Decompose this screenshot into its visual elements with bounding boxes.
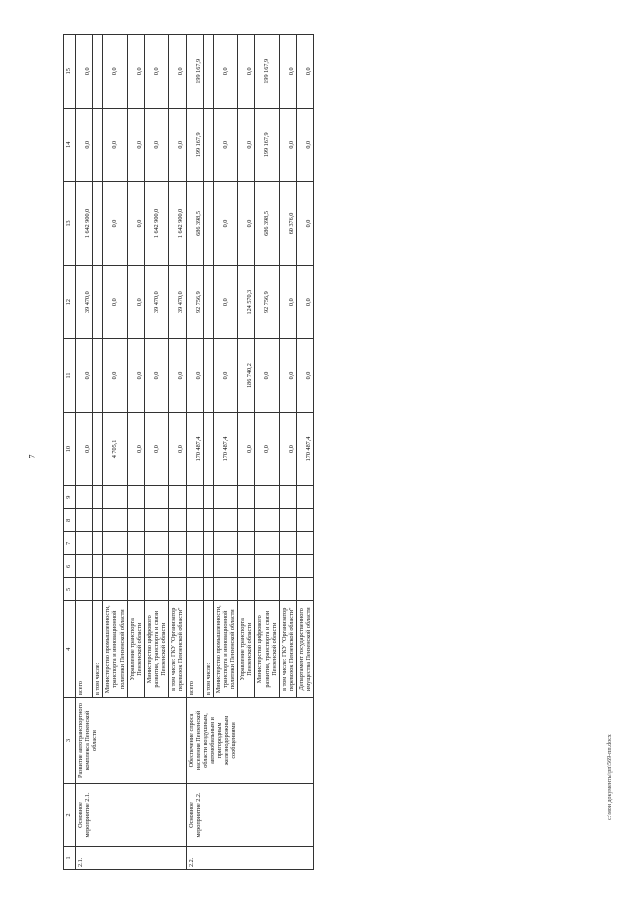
value-cell-col9 (186, 486, 203, 509)
value-cell-col15: 0,0 (127, 35, 144, 109)
value-cell-col10: 0,0 (279, 412, 296, 485)
value-cell-col14: 0,0 (144, 108, 168, 181)
value-cell-col14: 0,0 (213, 108, 237, 181)
value-cell-col8 (255, 509, 279, 532)
recipient-cell: Министерство цифрового развития, транспорта и связи Пензенской области (144, 601, 168, 698)
value-cell-col13: 0,0 (127, 182, 144, 266)
recipient-cell: в том числе: ГКУ "Организатор перевозок Пензенской области" (279, 601, 296, 698)
value-cell-col14: 0,0 (76, 108, 93, 181)
value-cell-col13: 1 642 900,0 (76, 182, 93, 266)
column-header-15: 15 (64, 35, 76, 109)
value-cell-col6 (203, 555, 213, 578)
value-cell-col10: 0,0 (255, 412, 279, 485)
value-cell-col11: 0,0 (297, 339, 314, 412)
column-header-1: 1 (64, 846, 76, 869)
value-cell-col15: 0,0 (297, 35, 314, 109)
value-cell-col9 (103, 486, 127, 509)
value-cell-col14 (93, 108, 103, 181)
table-row (186, 35, 203, 870)
value-cell-col7 (93, 532, 103, 555)
value-cell-col8 (76, 509, 93, 532)
value-cell-col15: 0,0 (103, 35, 127, 109)
value-cell-col14: 0,0 (279, 108, 296, 181)
value-cell-col10: 0,0 (169, 412, 186, 485)
value-cell-col13: 0,0 (103, 182, 127, 266)
value-cell-col15: 199 167,9 (186, 35, 203, 109)
column-header-14: 14 (64, 108, 76, 181)
recipient-cell: всего (76, 601, 93, 698)
row-2_2-col2: Основное мероприятие 2.2. (186, 784, 314, 847)
value-cell-col10: 0,0 (144, 412, 168, 485)
column-header-10: 10 (64, 412, 76, 485)
value-cell-col10 (93, 412, 103, 485)
row-2_2-col3: Обеспечение спроса населения Пензенской области воздушным, автомобильным и пригородным железнодорожным сообщениями (186, 697, 314, 783)
header-row (64, 35, 76, 870)
table-body (76, 35, 314, 870)
value-cell-col9 (238, 486, 255, 509)
value-cell-col11: 0,0 (169, 339, 186, 412)
value-cell-col5 (93, 578, 103, 601)
value-cell-col14: 0,0 (103, 108, 127, 181)
page-number: 7 (27, 454, 37, 459)
value-cell-col14 (203, 108, 213, 181)
value-cell-col11: 0,0 (76, 339, 93, 412)
table-row (76, 35, 93, 870)
value-cell-col5 (255, 578, 279, 601)
recipient-cell: Управление транспорта Пензенской области (127, 601, 144, 698)
recipient-cell: Департамент государственного имущества Пензенской области (297, 601, 314, 698)
value-cell-col5 (297, 578, 314, 601)
column-header-4: 4 (64, 601, 76, 698)
column-header-13: 13 (64, 182, 76, 266)
value-cell-col9 (93, 486, 103, 509)
row-2_1-col2: Основное мероприятие 2.1. (76, 784, 187, 847)
value-cell-col10: 170 487,4 (186, 412, 203, 485)
value-cell-col8 (93, 509, 103, 532)
column-header-7: 7 (64, 532, 76, 555)
value-cell-col12: 0,0 (279, 265, 296, 338)
value-cell-col9 (279, 486, 296, 509)
value-cell-col10: 170 487,4 (213, 412, 237, 485)
value-cell-col14: 0,0 (297, 108, 314, 181)
value-cell-col11: 186 740,2 (238, 339, 255, 412)
value-cell-col15 (203, 35, 213, 109)
value-cell-col6 (169, 555, 186, 578)
value-cell-col11: 0,0 (103, 339, 127, 412)
value-cell-col9 (127, 486, 144, 509)
recipient-cell: Министерство цифрового развития, транспорта и связи Пензенской области (255, 601, 279, 698)
row-2_1-col1: 2.1. (76, 846, 187, 869)
value-cell-col12: 124 570,3 (238, 265, 255, 338)
value-cell-col6 (238, 555, 255, 578)
value-cell-col6 (76, 555, 93, 578)
value-cell-col8 (103, 509, 127, 532)
value-cell-col9 (213, 486, 237, 509)
value-cell-col14: 0,0 (169, 108, 186, 181)
value-cell-col5 (169, 578, 186, 601)
value-cell-col13: 686 398,5 (255, 182, 279, 266)
value-cell-col11: 0,0 (127, 339, 144, 412)
value-cell-col10: 4 705,1 (103, 412, 127, 485)
value-cell-col8 (169, 509, 186, 532)
value-cell-col13: 1 642 900,0 (144, 182, 168, 266)
column-header-8: 8 (64, 509, 76, 532)
value-cell-col5 (76, 578, 93, 601)
value-cell-col11: 0,0 (255, 339, 279, 412)
value-cell-col11: 0,0 (213, 339, 237, 412)
value-cell-col5 (103, 578, 127, 601)
value-cell-col15: 0,0 (213, 35, 237, 109)
recipient-cell: Управление транспорта Пензенской области (238, 601, 255, 698)
recipient-cell: в том числе: ГКУ "Организатор перевозок Пензенской области" (169, 601, 186, 698)
value-cell-col14: 199 167,9 (186, 108, 203, 181)
value-cell-col10: 0,0 (127, 412, 144, 485)
value-cell-col8 (144, 509, 168, 532)
value-cell-col12: 92 756,9 (255, 265, 279, 338)
value-cell-col15: 0,0 (169, 35, 186, 109)
value-cell-col13: 686 398,5 (186, 182, 203, 266)
value-cell-col12: 0,0 (297, 265, 314, 338)
value-cell-col12 (203, 265, 213, 338)
value-cell-col5 (186, 578, 203, 601)
footer-path: c:\мои документы\рп\569-пп.docx (607, 734, 613, 820)
value-cell-col9 (169, 486, 186, 509)
value-cell-col13 (203, 182, 213, 266)
value-cell-col12: 0,0 (103, 265, 127, 338)
value-cell-col15 (93, 35, 103, 109)
value-cell-col15: 0,0 (279, 35, 296, 109)
value-cell-col7 (279, 532, 296, 555)
value-cell-col5 (144, 578, 168, 601)
value-cell-col10 (203, 412, 213, 485)
value-cell-col6 (144, 555, 168, 578)
value-cell-col7 (127, 532, 144, 555)
value-cell-col6 (213, 555, 237, 578)
value-cell-col13 (93, 182, 103, 266)
value-cell-col7 (76, 532, 93, 555)
value-cell-col8 (203, 509, 213, 532)
value-cell-col12 (93, 265, 103, 338)
column-header-3: 3 (64, 697, 76, 783)
value-cell-col15: 0,0 (238, 35, 255, 109)
value-cell-col9 (76, 486, 93, 509)
recipient-cell: всего (186, 601, 203, 698)
column-header-2: 2 (64, 784, 76, 847)
value-cell-col15: 199 167,9 (255, 35, 279, 109)
value-cell-col13: 0,0 (213, 182, 237, 266)
value-cell-col8 (238, 509, 255, 532)
value-cell-col12: 0,0 (213, 265, 237, 338)
recipient-cell: Министерство промышленности, транспорта и инновационной политики Пензенской области (103, 601, 127, 698)
row-2_2-col1: 2.2. (186, 846, 314, 869)
value-cell-col7 (203, 532, 213, 555)
value-cell-col7 (238, 532, 255, 555)
value-cell-col7 (297, 532, 314, 555)
value-cell-col6 (127, 555, 144, 578)
value-cell-col12: 92 756,9 (186, 265, 203, 338)
value-cell-col7 (169, 532, 186, 555)
value-cell-col5 (213, 578, 237, 601)
value-cell-col12: 39 470,0 (76, 265, 93, 338)
value-cell-col7 (103, 532, 127, 555)
recipient-cell: в том числе: (93, 601, 103, 698)
value-cell-col14: 0,0 (238, 108, 255, 181)
value-cell-col11: 0,0 (186, 339, 203, 412)
value-cell-col10: 0,0 (76, 412, 93, 485)
value-cell-col14: 199 167,9 (255, 108, 279, 181)
value-cell-col7 (255, 532, 279, 555)
recipient-cell: в том числе: (203, 601, 213, 698)
value-cell-col12: 39 470,0 (144, 265, 168, 338)
value-cell-col9 (297, 486, 314, 509)
value-cell-col15: 0,0 (76, 35, 93, 109)
value-cell-col13: 60 376,0 (279, 182, 296, 266)
value-cell-col5 (127, 578, 144, 601)
recipient-cell: Министерство промышленности, транспорта и инновационной политики Пензенской области (213, 601, 237, 698)
column-header-12: 12 (64, 265, 76, 338)
value-cell-col7 (144, 532, 168, 555)
value-cell-col7 (213, 532, 237, 555)
value-cell-col7 (186, 532, 203, 555)
value-cell-col5 (238, 578, 255, 601)
column-header-5: 5 (64, 578, 76, 601)
value-cell-col8 (279, 509, 296, 532)
value-cell-col11 (93, 339, 103, 412)
value-cell-col6 (279, 555, 296, 578)
value-cell-col8 (297, 509, 314, 532)
value-cell-col5 (279, 578, 296, 601)
value-cell-col6 (186, 555, 203, 578)
value-cell-col15: 0,0 (144, 35, 168, 109)
value-cell-col9 (255, 486, 279, 509)
value-cell-col11: 0,0 (279, 339, 296, 412)
value-cell-col12: 39 470,0 (169, 265, 186, 338)
column-header-9: 9 (64, 486, 76, 509)
value-cell-col10: 0,0 (238, 412, 255, 485)
value-cell-col8 (213, 509, 237, 532)
value-cell-col6 (255, 555, 279, 578)
value-cell-col13: 1 642 900,0 (169, 182, 186, 266)
column-header-6: 6 (64, 555, 76, 578)
column-header-11: 11 (64, 339, 76, 412)
budget-table (63, 34, 314, 870)
value-cell-col9 (203, 486, 213, 509)
rotated-table-container (63, 34, 611, 870)
value-cell-col12: 0,0 (127, 265, 144, 338)
value-cell-col6 (297, 555, 314, 578)
value-cell-col13: 0,0 (238, 182, 255, 266)
value-cell-col8 (186, 509, 203, 532)
value-cell-col13: 0,0 (297, 182, 314, 266)
value-cell-col5 (203, 578, 213, 601)
value-cell-col10: 170 487,4 (297, 412, 314, 485)
value-cell-col8 (127, 509, 144, 532)
value-cell-col9 (144, 486, 168, 509)
value-cell-col6 (93, 555, 103, 578)
value-cell-col11 (203, 339, 213, 412)
value-cell-col6 (103, 555, 127, 578)
value-cell-col11: 0,0 (144, 339, 168, 412)
row-2_1-col3: Развитие автотранспортного комплекса Пензенской области (76, 697, 187, 783)
value-cell-col14: 0,0 (127, 108, 144, 181)
